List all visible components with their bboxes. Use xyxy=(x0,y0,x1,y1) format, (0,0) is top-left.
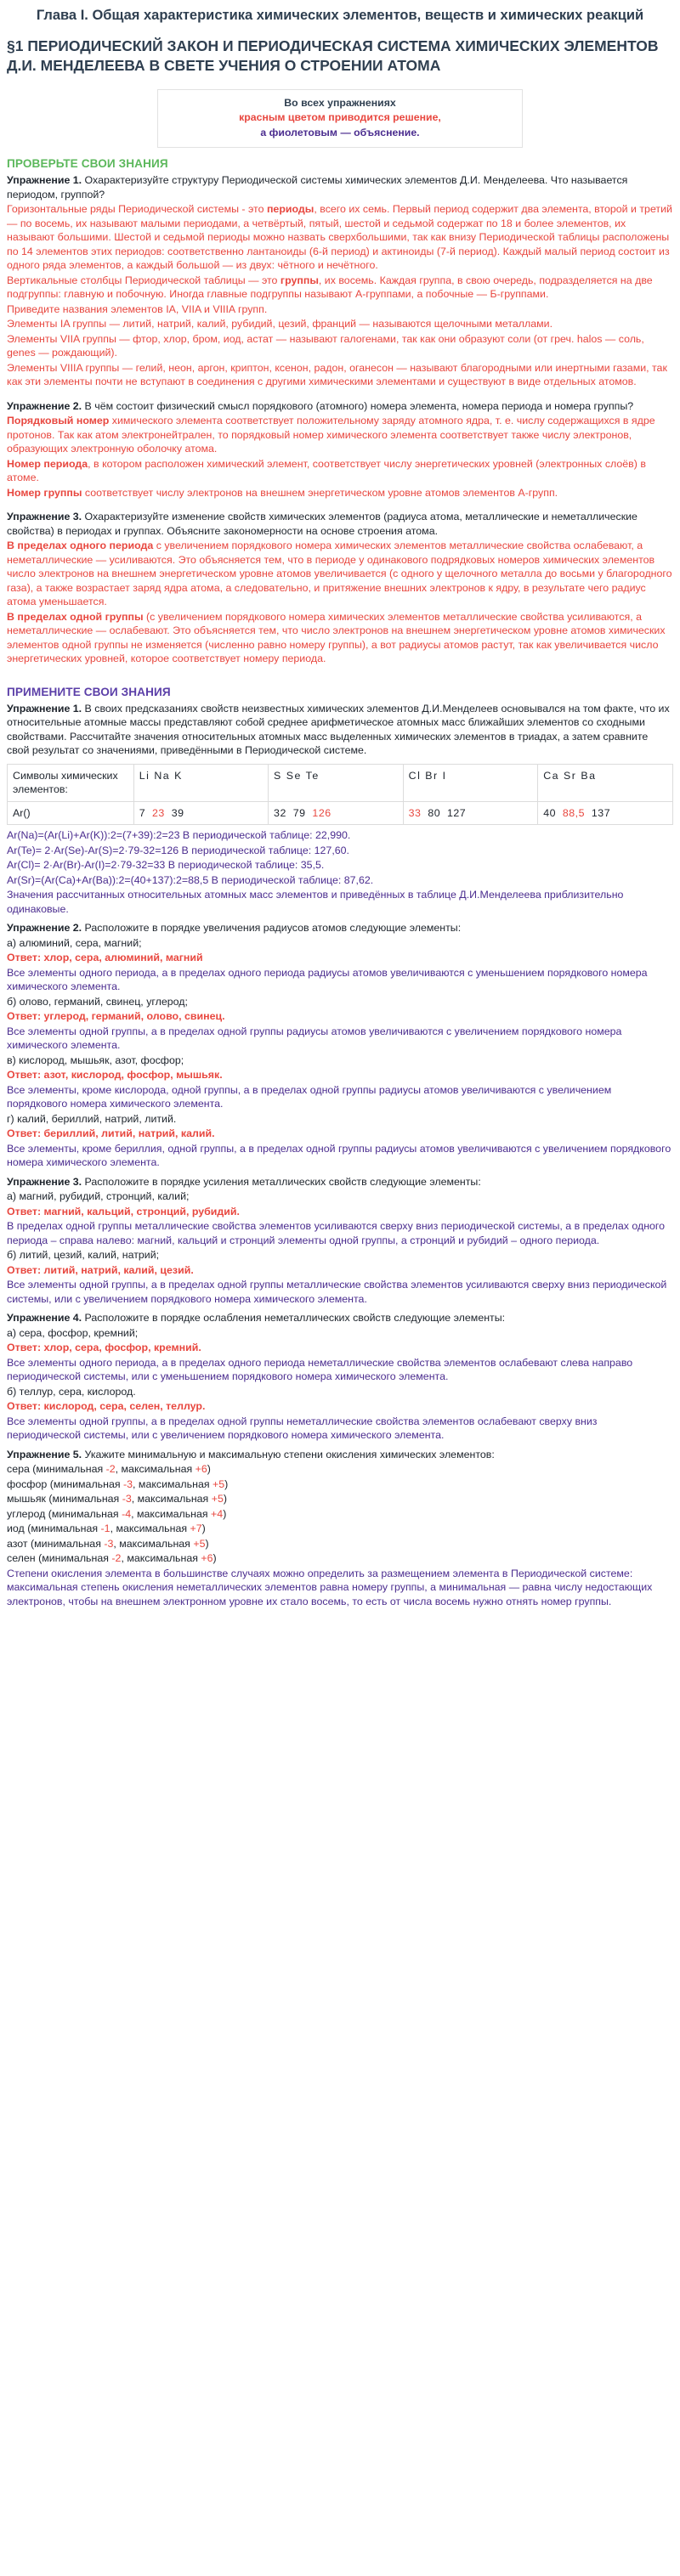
oxidation-min: -2 xyxy=(105,1463,116,1476)
exercise-item-explanation: Все элементы одного периода, а в пределах одного периода неметаллические свойства элементов ослабевают слева направо периодической системы, или с уменьшением порядкового номера химического элемента. xyxy=(7,1356,633,1383)
oxidation-max: +6 xyxy=(201,1552,213,1565)
exercise-item-answer xyxy=(7,1205,673,1219)
table-cell-values-1 xyxy=(269,801,404,825)
apply-ex2-label: Упражнение 2. xyxy=(7,922,82,935)
oxidation-max: +5 xyxy=(211,1493,224,1505)
apply-ex1-calc-1: Ar(Na)=(Ar(Li)+Ar(K)):2=(7+39):2=23 В периодической таблице: 22,990. xyxy=(7,829,351,842)
answer-prefix: Ответ: xyxy=(7,1069,44,1082)
element-name: фосфор (минимальная xyxy=(7,1477,124,1490)
table-cell-values-2 xyxy=(403,801,538,825)
oxidation-max: +6 xyxy=(195,1463,207,1476)
ans-post: , в котором расположен химический элемент, соответствует числу энергетических уровней (электронных слоёв) в атоме. xyxy=(7,457,646,484)
apply-ex4-label: Упражнение 4. xyxy=(7,1312,82,1325)
check-ex1-answer-6: Элементы VIIIA группы — гелий, неон, аргон, криптон, ксенон, радон, оганесон — называют благородными или инертными газами, так как эти элементы почти не вступают в соединения с другими химическими элементами и существуют в виде отдельных атомов. xyxy=(7,361,667,388)
check-ex3-answer-2 xyxy=(7,610,673,666)
check-ex3-label: Упражнение 3. xyxy=(7,511,82,523)
apply-ex5-explanation: Степени окисления элемента в большинстве случаях можно определить за размещением элемента в Периодической системе: максимальная степень окисления неметаллических элементов равна номеру группы, а минимальная — равна числу недостающих электронов, чтобы на внешнем электронном уровне их стало восемь, то есть от числа восемь нужно отнять номер группы. xyxy=(7,1567,653,1607)
table-cell-values-3 xyxy=(538,801,673,825)
oxidation-end-text: ) xyxy=(224,1477,229,1490)
exercise-item-explanation: Все элементы, кроме бериллия, одной группы, а в пределах одной группы радиусы атомов увеличиваются с увеличением порядкового номера химического элемента. xyxy=(7,1142,672,1169)
apply-ex5-label: Упражнение 5. xyxy=(7,1448,82,1460)
answer-value: хлор, сера, фосфор, кремний. xyxy=(43,1342,201,1354)
oxidation-state-row xyxy=(7,1477,673,1492)
exercise-item-answer xyxy=(7,1127,673,1141)
ans-post: , всего их семь. Первый период содержит два элемента, второй и третий — по восемь, их называют малыми периодами, а четвёртый, пятый, шестой и седьмой содержат по 18 и более элементов, их называют большими. Шестой и седьмой периоды можно назвать сверхбольшими, так как внизу Периодической таблицы расположены по 14 элементов этих периодов: соответственно лантаноиды (6-й период) и актиноиды (7-й период). Каждый малый период состоит из одного ряда элементов, а каждый большой — из двух: чётного и нечётного. xyxy=(7,203,672,272)
exercise-item-explanation: Все элементы одной группы, а в пределах одной группы неметаллические свойства элементов ослабевают сверху вниз периодической системы, или с увеличением порядкового номера химического элемента. xyxy=(7,1415,598,1442)
ans-post: химического элемента соответствует положительному заряду атомного ядра, т. е. числу содержащихся в ядре протонов. Так как атом электронейтрален, то порядковый номер химического элемента соответствует также числу электронов, образующих электронную оболочку атома. xyxy=(7,415,655,455)
element-name: иод (минимальная xyxy=(7,1522,101,1535)
element-name: сера (минимальная xyxy=(7,1463,106,1476)
table-row-label: Символы химических элементов: xyxy=(8,764,134,801)
ans-pre: Горизонтальные ряды Периодической системы - это xyxy=(7,203,267,216)
answer-prefix: Ответ: xyxy=(7,1400,44,1413)
check-ex1-answer-2 xyxy=(7,274,673,302)
answer-prefix: Ответ: xyxy=(7,1263,44,1276)
apply-ex2-text: Расположите в порядке увеличения радиусов атомов следующие элементы: xyxy=(82,922,462,935)
exercise-item-explanation: Все элементы одной группы, а в пределах одной группы металлические свойства элементов усиливаются сверху вниз периодической системы, или с увеличением порядкового номера химического элемента. xyxy=(7,1279,667,1305)
oxidation-min: -3 xyxy=(123,1477,133,1490)
check-ex3-question xyxy=(7,510,673,538)
check-ex1-answer-4: Элементы IA группы — литий, натрий, калий, рубидий, цезий, франций — называются щелочными металлами. xyxy=(7,318,553,330)
answer-prefix: Ответ: xyxy=(7,1010,44,1023)
oxidation-min: -1 xyxy=(100,1522,110,1535)
ans-post: (с увеличением порядкового номера химических элементов металлические свойства усиливаются, а неметаллические — ослабевают. Это объясняется тем, что число электронов на внешнем энергетическом уровне атомов химических элементов одной группы не изменяется (численно равно номеру группы), а вот радиусы атомов растут, так как увеличивается число энергетических уровней, которое соответствует номеру периода. xyxy=(7,610,666,665)
exercise-item-explanation: Все элементы, кроме кислорода, одной группы, а в пределах одной группы радиусы атомов увеличиваются с увеличением порядкового номера химического элемента. xyxy=(7,1083,612,1110)
notice-line-1: Во всех упражнениях xyxy=(284,96,396,109)
section-check-knowledge-heading: ПРОВЕРЬТЕ СВОИ ЗНАНИЯ xyxy=(7,156,168,170)
atomic-mass-value: 33 xyxy=(408,806,422,819)
oxidation-max: +7 xyxy=(190,1522,202,1535)
apply-ex1-text: В своих предсказаниях свойств неизвестных химических элементов Д.И.Менделеев основывался на том факте, что их относительные атомные массы представляют собой среднее арифметическое атомных масс ближайших элементов со сходными свойствами. Рассчитайте значения относительных атомных масс выделенных химических элементов в триадах, а затем сравните свой результат со значениями, приведёнными в Периодической системе. xyxy=(7,702,670,757)
exercise-item-explanation: В пределах одной группы металлические свойства элементов усиливаются сверху вниз периодической системы, а в пределах одного периода – справа налево: магний, кальций и стронций элементы одной группы, а стронций и рубидий – одного периода. xyxy=(7,1220,666,1246)
answer-prefix: Ответ: xyxy=(7,952,44,964)
element-name: мышьяк (минимальная xyxy=(7,1493,122,1505)
check-ex1-answer-5: Элементы VIIA группы — фтор, хлор, бром, иод, астат — называют галогенами, так как они образуют соли (от греч. halos — соль, genes — рождающий). xyxy=(7,332,644,359)
spacer xyxy=(7,667,673,676)
exercise-item-label: а) алюминий, сера, магний; xyxy=(7,936,142,949)
atomic-mass-value: 88,5 xyxy=(562,806,586,819)
apply-ex5-text: Укажите минимальную и максимальную степени окисления химических элементов: xyxy=(82,1448,495,1460)
exercise-item-answer xyxy=(7,1068,673,1082)
answer-value: магний, кальций, стронций, рубидий. xyxy=(43,1205,240,1217)
table-cell-symbols-0: Li Na K xyxy=(133,764,268,801)
exercise-item-label: в) кислород, мышьяк, азот, фосфор; xyxy=(7,1054,184,1066)
oxidation-state-row xyxy=(7,1537,673,1551)
apply-ex2-items xyxy=(7,936,673,1170)
atomic-mass-value: 7 xyxy=(139,806,146,819)
ans-bold: Номер периода xyxy=(7,457,88,470)
table-row-values xyxy=(8,801,673,825)
exercise-item-answer xyxy=(7,1009,673,1024)
page-title: Глава I. Общая характеристика химических элементов, веществ и химических реакций xyxy=(36,8,644,23)
oxidation-state-row xyxy=(7,1492,673,1506)
atomic-mass-value: 79 xyxy=(292,806,306,819)
apply-ex1-label: Упражнение 1. xyxy=(7,702,82,715)
exercise-item-answer xyxy=(7,1341,673,1355)
check-ex1-text: Охарактеризуйте структуру Периодической системы химических элементов Д.И. Менделеева. Что называется периодом, группой? xyxy=(7,174,628,201)
check-ex1-answer-1 xyxy=(7,202,673,273)
apply-ex1-explanation: Значения рассчитанных относительных атомных масс элементов и приведённых в таблице Д.И.Менделеева приблизительно одинаковые. xyxy=(7,889,624,915)
check-ex2-answer-3 xyxy=(7,486,673,500)
apply-ex3-items xyxy=(7,1189,673,1306)
oxidation-min: -4 xyxy=(122,1507,132,1520)
oxidation-mid-text: , максимальная xyxy=(115,1463,196,1476)
check-ex2-label: Упражнение 2. xyxy=(7,399,82,412)
apply-ex3-text: Расположите в порядке усиления металлических свойств следующие элементы: xyxy=(82,1175,481,1188)
apply-ex3-question xyxy=(7,1175,673,1189)
legend-notice-box xyxy=(157,89,523,148)
oxidation-state-row xyxy=(7,1462,673,1477)
apply-ex1-question xyxy=(7,702,673,758)
check-ex3-answer-1 xyxy=(7,539,673,609)
exercise-item-label: б) теллур, сера, кислород. xyxy=(7,1385,136,1398)
apply-ex1-calc-4: Ar(Sr)=(Ar(Ca)+Ar(Ba)):2=(40+137):2=88,5 В периодической таблице: 87,62. xyxy=(7,873,374,886)
ans-pre: Вертикальные столбцы Периодической таблицы — это xyxy=(7,274,280,286)
exercise-item-explanation: Все элементы одной группы, а в пределах одной группы радиусы атомов увеличиваются с увеличением порядкового номера химического элемента. xyxy=(7,1025,622,1052)
table-cell-values-0 xyxy=(133,801,268,825)
exercise-item-label: а) сера, фосфор, кремний; xyxy=(7,1326,139,1339)
apply-ex1-calc-2: Ar(Te)= 2·Ar(Se)-Ar(S)=2·79-32=126 В периодической таблице: 127,60. xyxy=(7,844,349,856)
ans-bold: периоды xyxy=(266,203,314,216)
atomic-mass-value: 127 xyxy=(447,806,467,819)
apply-ex1-calc-3: Ar(Cl)= 2·Ar(Br)-Ar(I)=2·79-32=33 В периодической таблице: 35,5. xyxy=(7,859,325,872)
answer-prefix: Ответ: xyxy=(7,1205,44,1217)
exercise-item-explanation: Все элементы одного периода, а в пределах одного периода радиусы атомов увеличиваются с уменьшением порядкового номера химического элемента. xyxy=(7,966,648,993)
exercise-item-answer xyxy=(7,1399,673,1414)
oxidation-mid-text: , максимальная xyxy=(121,1552,201,1565)
oxidation-end-text: ) xyxy=(207,1463,211,1476)
exercise-item-label: г) калий, бериллий, натрий, литий. xyxy=(7,1112,177,1125)
apply-ex5-rows xyxy=(7,1462,673,1566)
section-apply-knowledge-heading: ПРИМЕНИТЕ СВОИ ЗНАНИЯ xyxy=(7,685,171,698)
table-cell-symbols-3: Ca Sr Ba xyxy=(538,764,673,801)
spacer xyxy=(7,390,673,399)
oxidation-mid-text: , максимальная xyxy=(110,1522,190,1535)
element-name: азот (минимальная xyxy=(7,1537,105,1550)
answer-value: азот, кислород, фосфор, мышьяк. xyxy=(43,1069,223,1082)
ans-bold: Порядковый номер xyxy=(7,415,110,427)
check-ex1-label: Упражнение 1. xyxy=(7,174,82,187)
oxidation-mid-text: , максимальная xyxy=(113,1537,194,1550)
oxidation-end-text: ) xyxy=(201,1522,206,1535)
element-name: углерод (минимальная xyxy=(7,1507,122,1520)
oxidation-max: +4 xyxy=(211,1507,224,1520)
exercise-item-answer xyxy=(7,1263,673,1278)
oxidation-mid-text: , максимальная xyxy=(133,1477,212,1490)
answer-value: бериллий, литий, натрий, калий. xyxy=(43,1127,215,1140)
oxidation-mid-text: , максимальная xyxy=(131,1507,212,1520)
apply-ex4-items xyxy=(7,1326,673,1443)
table-row-symbols xyxy=(8,764,673,801)
apply-ex4-question xyxy=(7,1311,673,1325)
atomic-mass-value: 126 xyxy=(312,806,332,819)
check-ex2-answer-2 xyxy=(7,457,673,485)
check-ex2-answer-1 xyxy=(7,414,673,456)
table-cell-symbols-1: S Se Te xyxy=(269,764,404,801)
answer-value: кислород, сера, селен, теллур. xyxy=(43,1400,206,1413)
atomic-mass-value: 32 xyxy=(274,806,286,819)
exercise-item-label: б) олово, германий, свинец, углерод; xyxy=(7,995,188,1008)
apply-ex3-label: Упражнение 3. xyxy=(7,1175,82,1188)
oxidation-mid-text: , максимальная xyxy=(131,1493,212,1505)
apply-ex5-question xyxy=(7,1448,673,1462)
oxidation-state-row xyxy=(7,1551,673,1566)
ans-post: с увеличением порядкового номера химических элементов металлические свойства ослабевают, а неметаллические — усиливаются. Это объясняется тем, что в периоде у одинакового подрядковых номеров химических элементов число электронов на внешнем энергетическом уровне атомов увеличивается (с одного у щелочного металла до восьми у благородного газа), а также возрастает заряд ядра атома, а следовательно, и притяжение внешних электронов к ядру, в результате чего радиус атома уменьшается. xyxy=(7,539,672,608)
ans-bold: группы xyxy=(280,274,319,286)
oxidation-end-text: ) xyxy=(205,1537,209,1550)
oxidation-min: -3 xyxy=(104,1537,114,1550)
table-row-ar-label: Ar() xyxy=(8,801,134,825)
answer-prefix: Ответ: xyxy=(7,1342,44,1354)
ans-bold: Номер группы xyxy=(7,486,82,499)
table-cell-symbols-2: Cl Br I xyxy=(403,764,538,801)
oxidation-max: +5 xyxy=(193,1537,206,1550)
exercise-item-label: б) литий, цезий, калий, натрий; xyxy=(7,1249,160,1262)
oxidation-min: -3 xyxy=(122,1493,132,1505)
atomic-mass-table xyxy=(7,764,673,826)
ans-bold: В пределах одного периода xyxy=(7,539,154,552)
oxidation-max: +5 xyxy=(212,1477,225,1490)
oxidation-end-text: ) xyxy=(223,1507,227,1520)
oxidation-state-row xyxy=(7,1507,673,1522)
answer-prefix: Ответ: xyxy=(7,1127,44,1140)
ans-post: , их восемь. Каждая группа, в свою очередь, подразделяется на две подгруппы: главную и побочную. Иногда главные подгруппы называют А-группами, а побочные — Б-группами. xyxy=(7,274,653,301)
check-ex2-text: В чём состоит физический смысл порядкового (атомного) номера элемента, номера периода и номера группы? xyxy=(82,399,634,412)
exercise-item-answer xyxy=(7,951,673,965)
answer-value: углерод, германий, олово, свинец. xyxy=(43,1010,225,1023)
apply-ex2-question xyxy=(7,921,673,935)
atomic-mass-value: 80 xyxy=(428,806,441,819)
atomic-mass-value: 40 xyxy=(543,806,556,819)
notice-line-3: а фиолетовым — объяснение. xyxy=(260,126,420,138)
apply-ex4-text: Расположите в порядке ослабления неметаллических свойств следующие элементы: xyxy=(82,1312,506,1325)
atomic-mass-value: 137 xyxy=(591,806,611,819)
ans-post: соответствует числу электронов на внешнем энергетическом уровне атомов элементов А-групп. xyxy=(82,486,558,499)
check-ex1-answer-3: Приведите названия элементов IA, VIIA и VIIIA групп. xyxy=(7,302,268,315)
atomic-mass-value: 23 xyxy=(152,806,165,819)
answer-value: хлор, сера, алюминий, магний xyxy=(43,952,203,964)
oxidation-end-text: ) xyxy=(223,1493,227,1505)
exercise-item-label: а) магний, рубидий, стронций, калий; xyxy=(7,1190,190,1203)
section-heading: §1 ПЕРИОДИЧЕСКИЙ ЗАКОН И ПЕРИОДИЧЕСКАЯ СИСТЕМА ХИМИЧЕСКИХ ЭЛЕМЕНТОВ Д.И. МЕНДЕЛЕЕВА В СВЕТЕ УЧЕНИЯ О СТРОЕНИИ АТОМА xyxy=(7,37,659,74)
check-ex2-question xyxy=(7,399,673,414)
oxidation-end-text: ) xyxy=(212,1552,217,1565)
answer-value: литий, натрий, калий, цезий. xyxy=(43,1263,194,1276)
notice-line-2: красным цветом приводится решение, xyxy=(239,111,441,124)
ans-bold: В пределах одной группы xyxy=(7,610,144,623)
oxidation-min: -2 xyxy=(111,1552,122,1565)
oxidation-state-row xyxy=(7,1522,673,1536)
element-name: селен (минимальная xyxy=(7,1552,112,1565)
check-ex1-question xyxy=(7,173,673,201)
check-ex3-text: Охарактеризуйте изменение свойств химических элементов (радиуса атома, металлические и неметаллические свойства) в периодах и группах. Объясните закономерности на основе строения атома. xyxy=(7,511,638,537)
atomic-mass-value: 39 xyxy=(171,806,184,819)
spacer xyxy=(7,500,673,510)
